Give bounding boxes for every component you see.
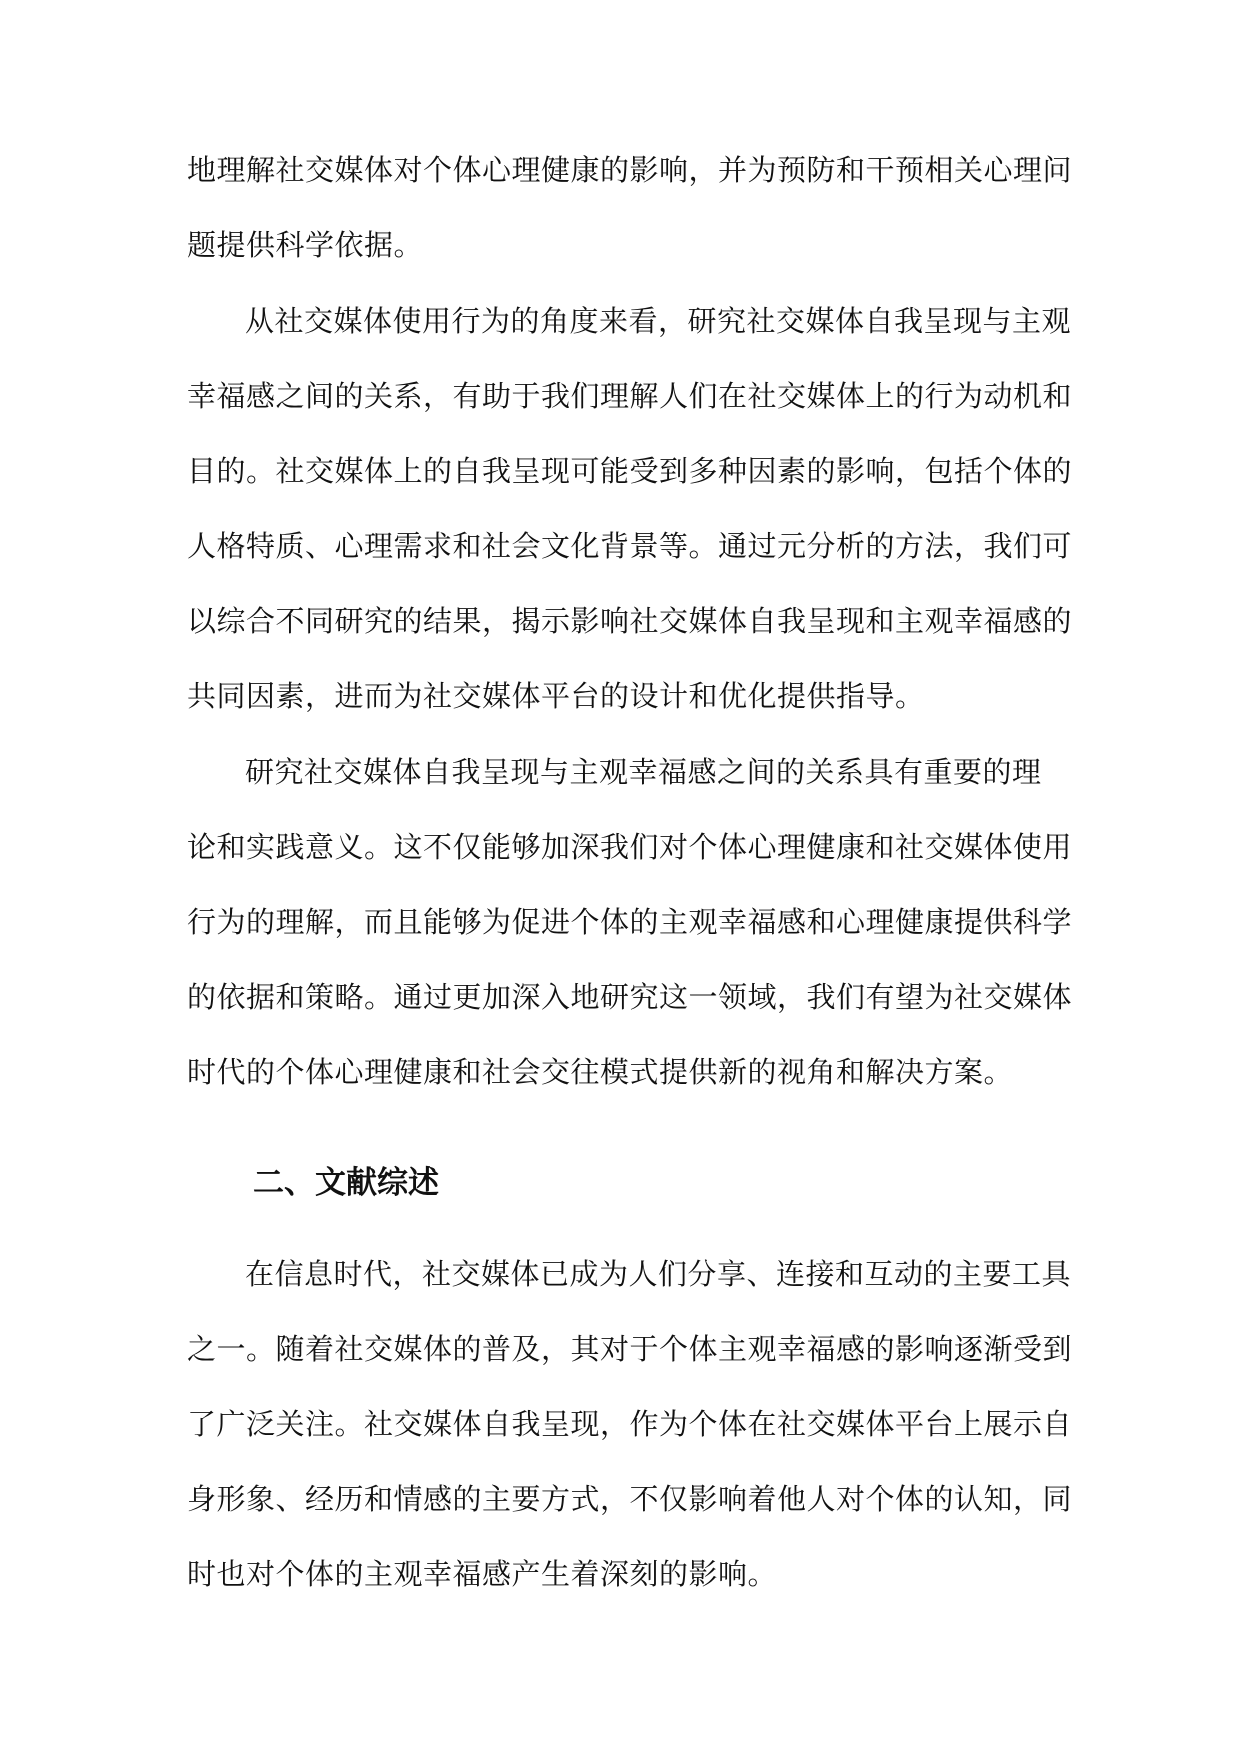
- paragraph-line: 时也对个体的主观幸福感产生着深刻的影响。: [187, 1557, 778, 1591]
- paragraph-line: 题提供科学依据。: [187, 228, 424, 262]
- paragraph-line: 地理解社交媒体对个体心理健康的影响，并为预防和干预相关心理问: [187, 153, 1073, 187]
- paragraph-line: 行为的理解，而且能够为促进个体的主观幸福感和心理健康提供科学: [187, 905, 1073, 939]
- paragraph-line: 幸福感之间的关系，有助于我们理解人们在社交媒体上的行为动机和: [187, 379, 1073, 413]
- paragraph-line: 身形象、经历和情感的主要方式，不仅影响着他人对个体的认知，同: [187, 1482, 1073, 1516]
- paragraph-line: 人格特质、心理需求和社会文化背景等。通过元分析的方法，我们可: [187, 529, 1073, 563]
- paragraph-line: 论和实践意义。这不仅能够加深我们对个体心理健康和社交媒体使用: [187, 830, 1073, 864]
- paragraph-line: 研究社交媒体自我呈现与主观幸福感之间的关系具有重要的理: [245, 755, 1042, 789]
- paragraph-line: 之一。随着社交媒体的普及，其对于个体主观幸福感的影响逐渐受到: [187, 1332, 1073, 1366]
- paragraph-line: 在信息时代，社交媒体已成为人们分享、连接和互动的主要工具: [245, 1257, 1072, 1291]
- paragraph-line: 时代的个体心理健康和社会交往模式提供新的视角和解决方案。: [187, 1055, 1014, 1089]
- paragraph-line: 从社交媒体使用行为的角度来看，研究社交媒体自我呈现与主观: [245, 304, 1072, 338]
- paragraph-line: 的依据和策略。通过更加深入地研究这一领域，我们有望为社交媒体: [187, 980, 1073, 1014]
- paragraph-line: 了广泛关注。社交媒体自我呈现，作为个体在社交媒体平台上展示自: [187, 1407, 1073, 1441]
- paragraph-line: 目的。社交媒体上的自我呈现可能受到多种因素的影响，包括个体的: [187, 454, 1073, 488]
- section-heading: 二、文献综述: [253, 1165, 439, 1201]
- paragraph-line: 以综合不同研究的结果，揭示影响社交媒体自我呈现和主观幸福感的: [187, 604, 1073, 638]
- paragraph-line: 共同因素，进而为社交媒体平台的设计和优化提供指导。: [187, 679, 925, 713]
